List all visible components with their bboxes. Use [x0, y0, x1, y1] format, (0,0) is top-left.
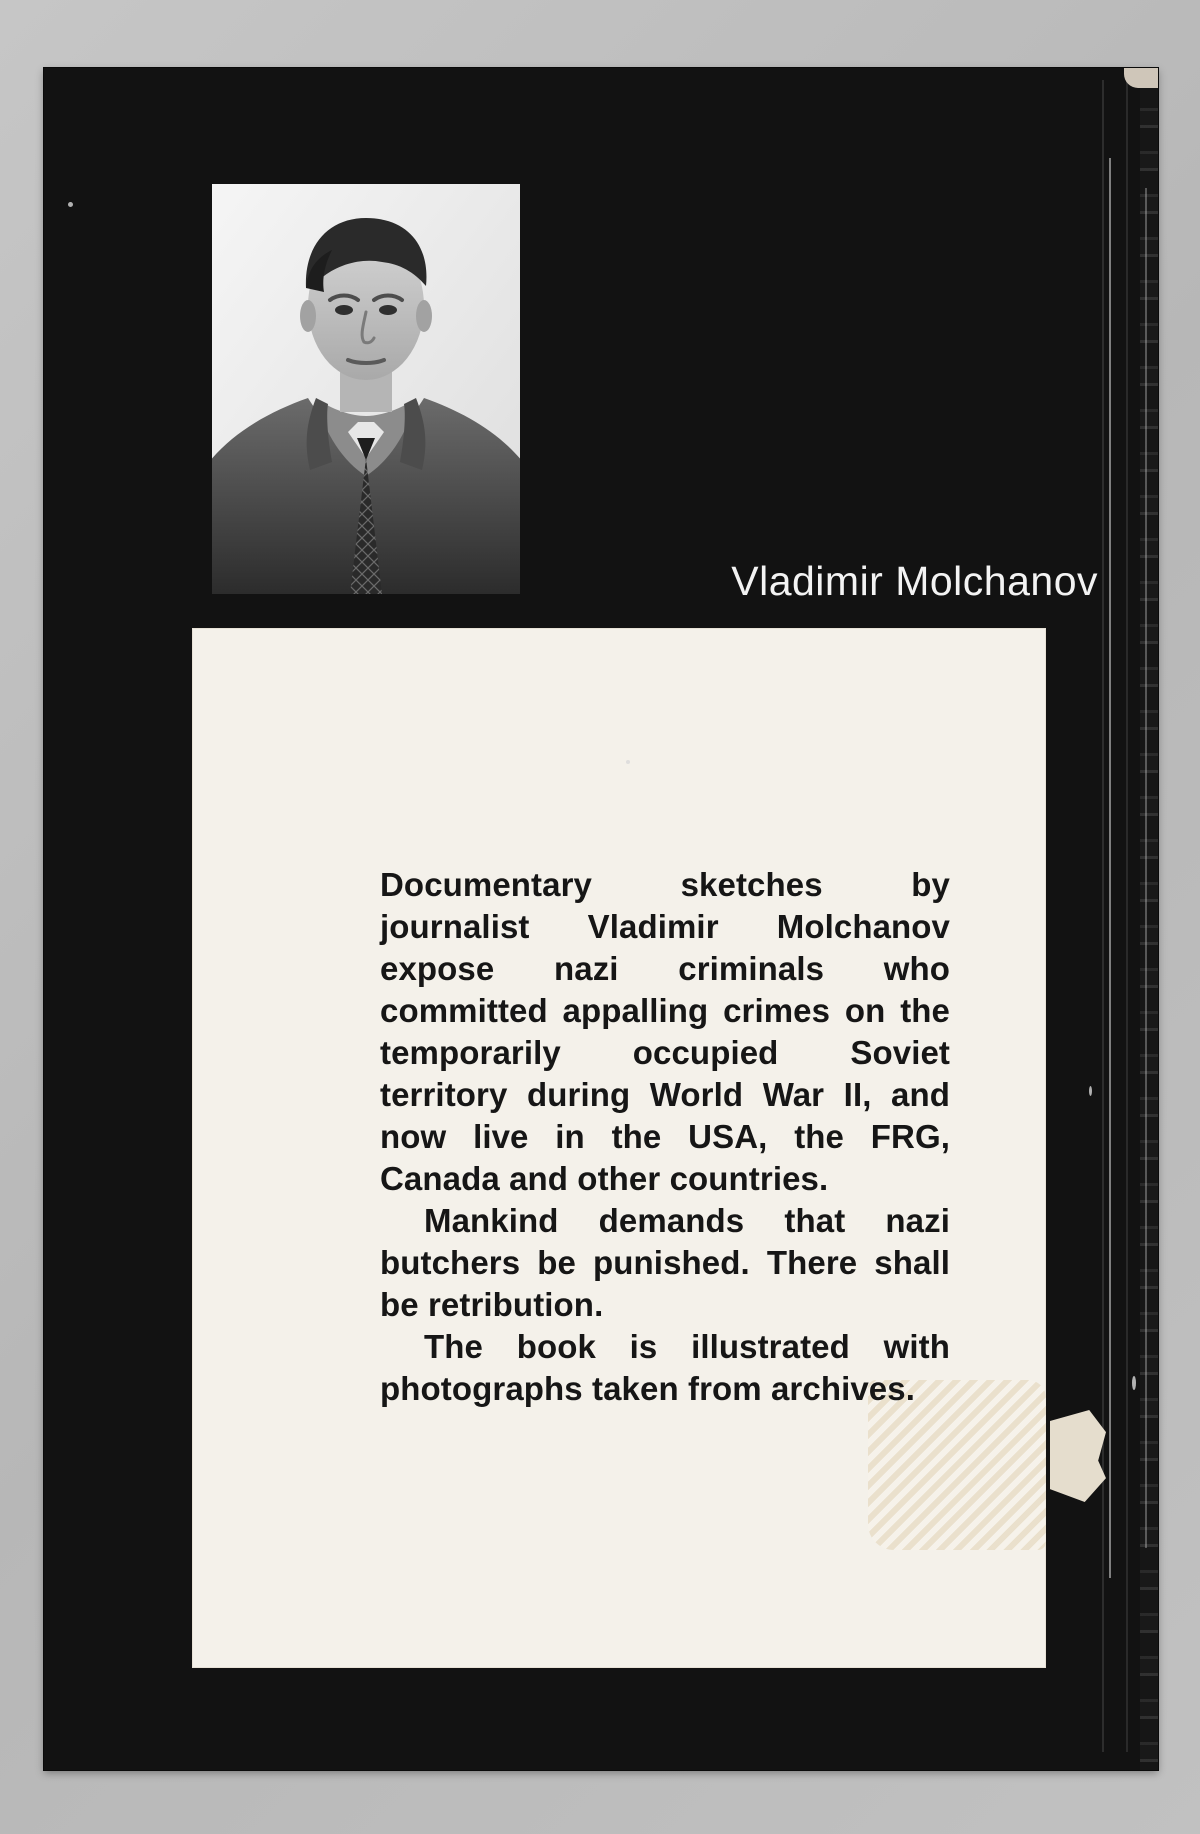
- corner-wear: [1124, 68, 1158, 88]
- author-name: Vladimir Molchanov: [731, 558, 1098, 604]
- spine-crack-2: [1145, 188, 1147, 1548]
- spine-edge: [1140, 68, 1158, 1770]
- dust-speck-3: [1089, 1086, 1092, 1096]
- spine-crease: [1102, 80, 1128, 1752]
- blurb-paragraph-1: Documentary sketches by journalist Vladimir Molchanov expose nazi criminals who committed appalling crimes on the temporarily occupied Soviet territory during World War II, and now live in the USA, the FRG, Canada and other countries.: [380, 866, 950, 1197]
- torn-paper-edge: [1050, 1410, 1106, 1502]
- blurb-paragraph-3: The book is illustrated with photographs taken from archives.: [380, 1328, 950, 1407]
- book-back-cover: [44, 68, 1158, 1770]
- spine-crack-1: [1109, 158, 1111, 1578]
- book-blurb: [380, 864, 950, 1410]
- dust-speck-2: [626, 760, 630, 764]
- dust-speck-4: [1132, 1376, 1136, 1390]
- description-panel: [192, 628, 1046, 1668]
- blurb-paragraph-2: Mankind demands that nazi butchers be punished. There shall be retribution.: [380, 1202, 950, 1323]
- dust-speck-1: [68, 202, 73, 207]
- author-photo: [212, 184, 520, 594]
- author-portrait: [212, 184, 520, 594]
